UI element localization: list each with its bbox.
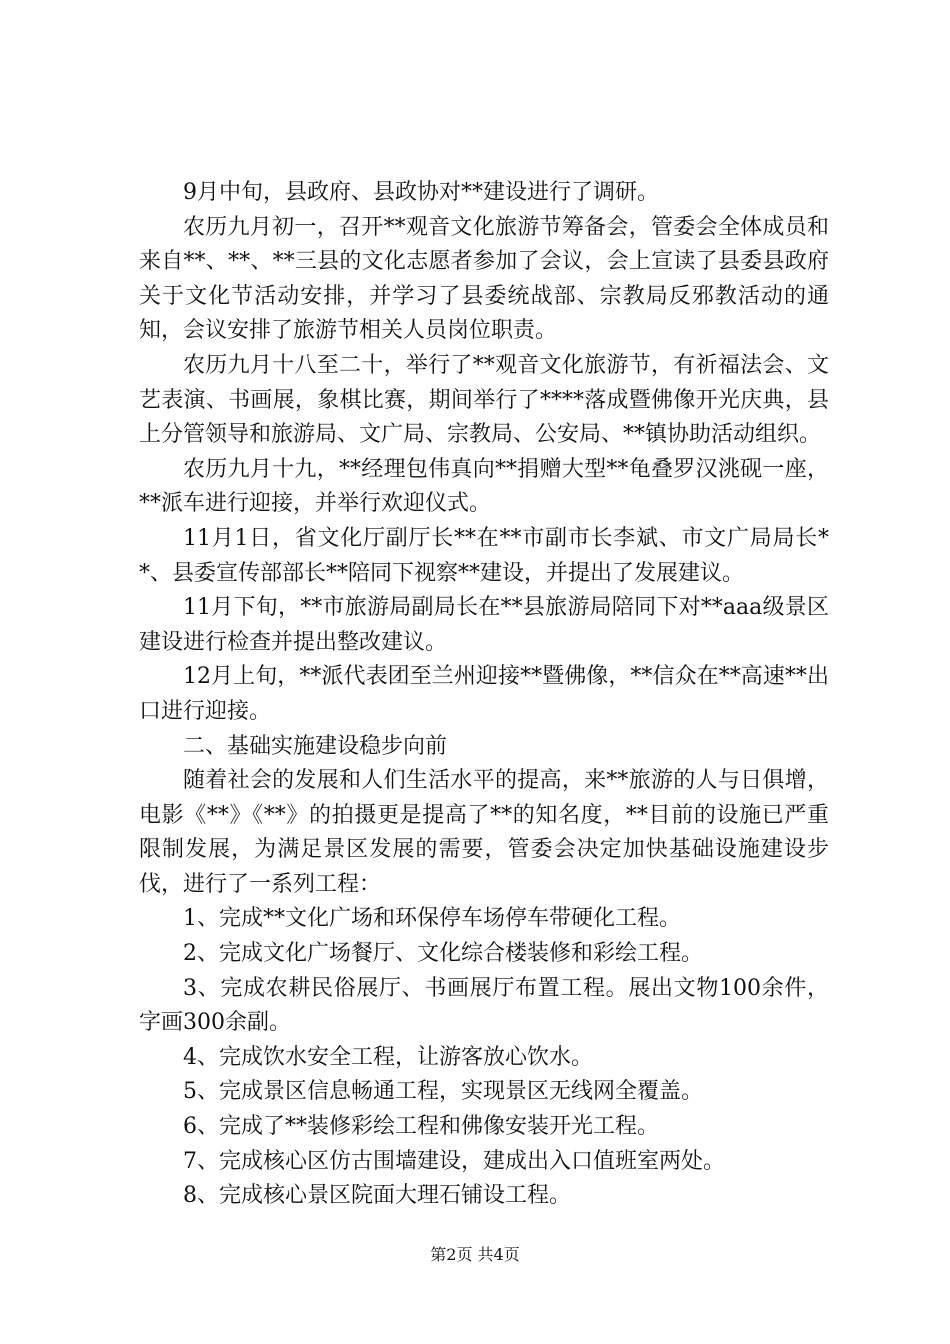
paragraph: 11月下旬，**市旅游局副局长在**县旅游局陪同下对**aaa级景区建设进行检查并提出整改建议。	[139, 595, 829, 655]
list-item: 6、完成了**装修彩绘工程和佛像安装开光工程。	[183, 1114, 659, 1140]
list-item: 1、完成**文化广场和环保停车场停车带硬化工程。	[183, 906, 681, 932]
paragraph: 11月1日，省文化厅副厅长**在**市副市长李斌、市文广局局长**、县委宣传部部长**陪同下视察**建设，并提出了发展建议。	[139, 525, 829, 586]
paragraph: 随着社会的发展和人们生活水平的提高，来**旅游的人与日俱增，电影《**》《**》的拍摄更是提高了**的知名度，**目前的设施已严重限制发展，为满足景区发展的需要，管委会决定加快基础设施建设步伐，进行了一系列工程：	[139, 768, 829, 897]
paragraph: 农历九月十八至二十，举行了**观音文化旅游节，有祈福法会、文艺表演、书画展，象棋比赛，期间举行了****落成暨佛像开光庆典，县上分管领导和旅游局、文广局、宗教局、公安局、**镇协助活动组织。	[139, 352, 829, 448]
paragraph: 9月中旬，县政府、县政协对**建设进行了调研。	[183, 180, 659, 205]
list-item: 5、完成景区信息畅通工程，实现景区无线网全覆盖。	[183, 1079, 703, 1105]
list-item: 2、完成文化广场餐厅、文化综合楼装修和彩绘工程。	[183, 941, 703, 967]
document-body	[139, 176, 829, 1214]
list-item: 7、完成核心区仿古围墙建设，建成出入口值班室两处。	[183, 1148, 725, 1174]
list-item: 3、完成农耕民俗展厅、书画展厅布置工程。展出文物100余件，字画300余副。	[139, 975, 829, 1036]
page-number-footer: 第2页 共4页	[430, 1245, 520, 1264]
list-item: 8、完成核心景区院面大理石铺设工程。	[183, 1183, 571, 1209]
list-item: 4、完成饮水安全工程，让游客放心饮水。	[183, 1044, 593, 1070]
section-heading: 二、基础实施建设稳步向前	[183, 733, 448, 759]
paragraph: 农历九月十九，**经理包伟真向**捐赠大型**龟叠罗汉洮砚一座，**派车进行迎接，并举行欢迎仪式。	[139, 456, 829, 517]
paragraph: 农历九月初一，召开**观音文化旅游节筹备会，管委会全体成员和来自**、**、**三县的文化志愿者参加了会议，会上宣读了县委县政府关于文化节活动安排，并学习了县委统战部、宗教局反邪教活动的通知，会议安排了旅游节相关人员岗位职责。	[139, 214, 829, 344]
paragraph: 12月上旬，**派代表团至兰州迎接**暨佛像，**信众在**高速**出口进行迎接。	[139, 664, 829, 724]
